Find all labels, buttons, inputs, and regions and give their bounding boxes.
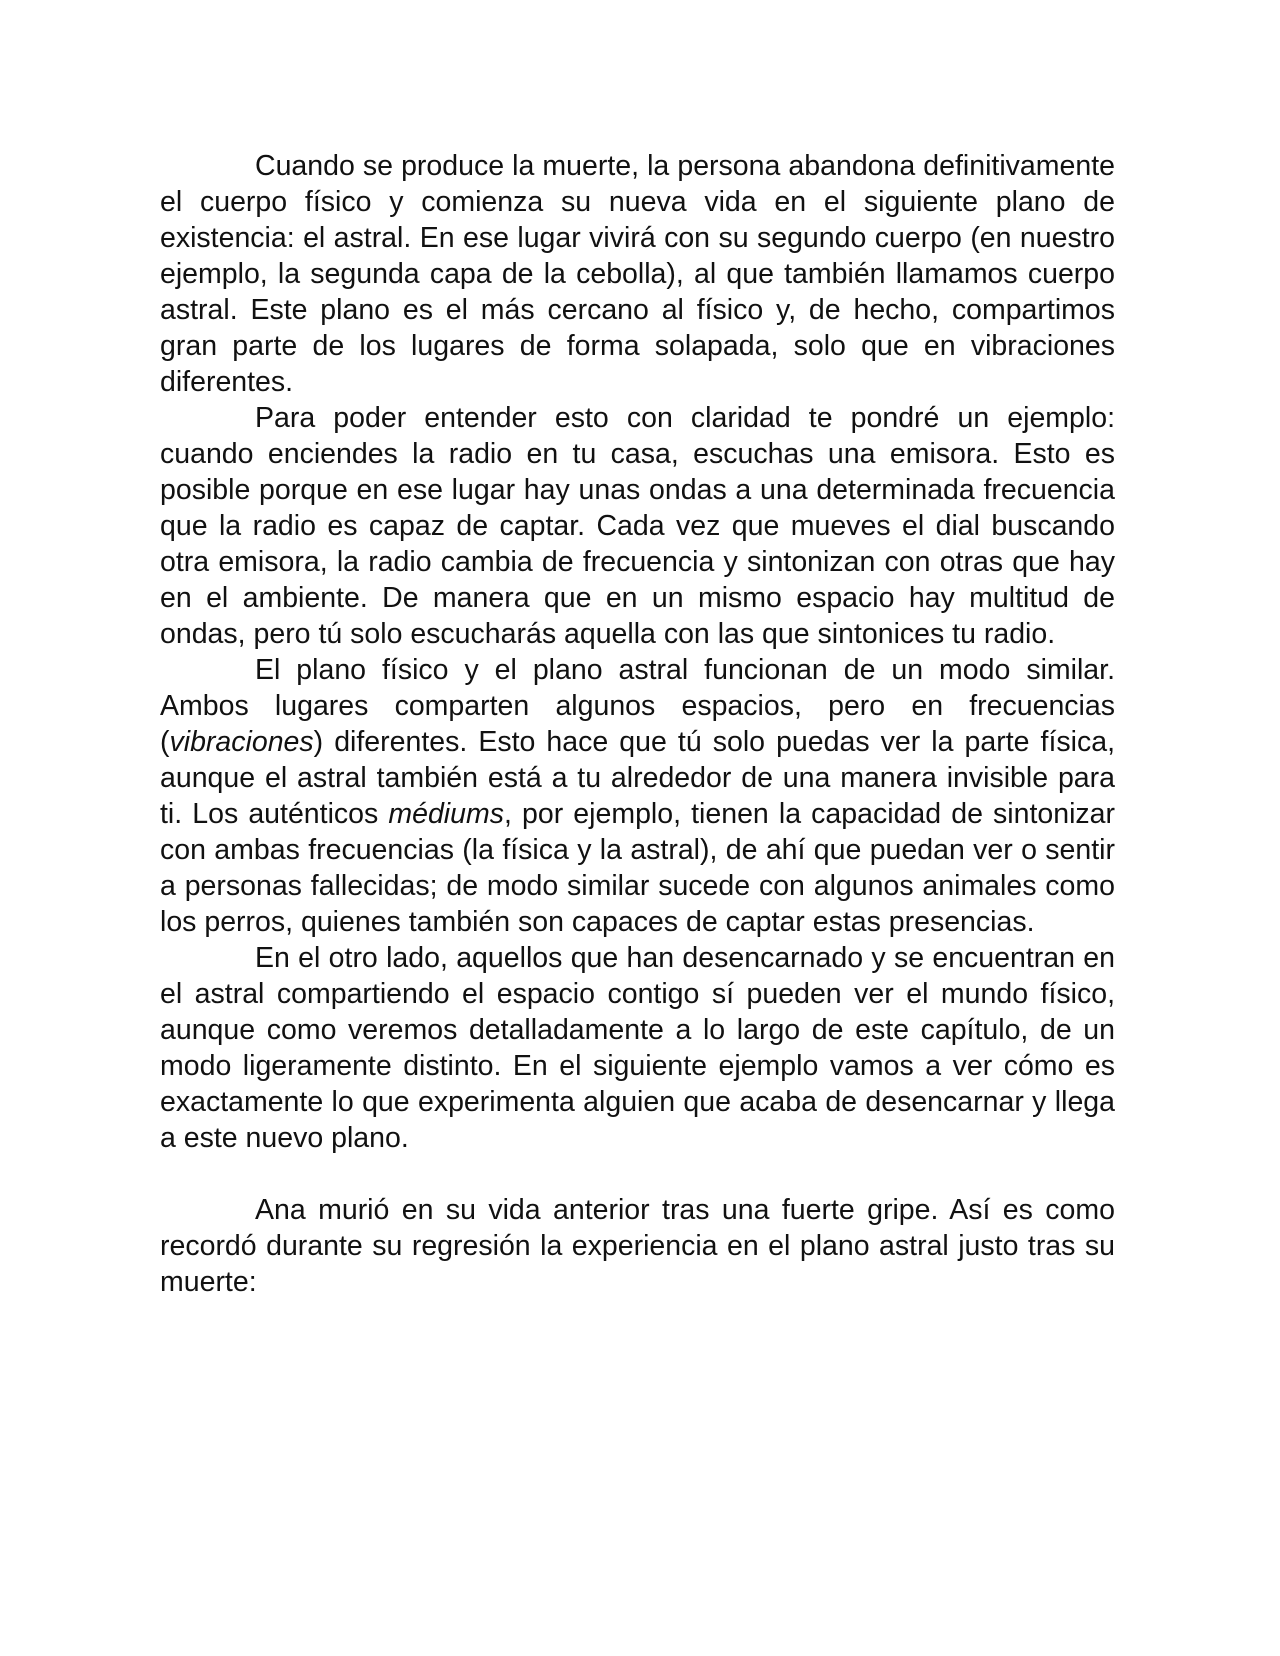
document-page: [160, 148, 1115, 1300]
paragraph-text: Para poder entender esto con claridad te pondré un ejemplo: cuando enciendes la radio en tu casa, escuchas una emisora. Esto es posible porque en ese lugar hay unas ondas a una determinada frecuencia que la radio es capaz de captar. Cada vez que mueves el dial buscando otra emisora, la radio cambia de frecuencia y sintonizan con otras que hay en el ambiente. De manera que en un mismo espacio hay multitud de ondas, pero tú solo escucharás aquella con las que sintonices tu radio.: [160, 402, 1115, 650]
body-paragraph: [160, 652, 1115, 940]
paragraph-text: ) diferentes. Esto hace que tú solo puedas ver la parte física, aunque el astral también está a tu alrededor de una manera invisible para ti. Los auténticos: [160, 726, 1115, 830]
paragraph-text: El plano físico y el plano astral funcionan de un modo similar. Ambos lugares comparten algunos espacios, pero en frecuencias (: [160, 654, 1115, 758]
paragraph-text: Ana murió en su vida anterior tras una fuerte gripe. Así es como recordó durante su regresión la experiencia en el plano astral justo tras su muerte:: [160, 1194, 1115, 1298]
body-paragraph: [160, 148, 1115, 400]
body-paragraph: [160, 940, 1115, 1156]
italic-text: vibraciones: [169, 726, 314, 758]
paragraph-text: En el otro lado, aquellos que han desencarnado y se encuentran en el astral compartiendo el espacio contigo sí pueden ver el mundo físico, aunque como veremos detalladamente a lo largo de este capítulo, de un modo ligeramente distinto. En el siguiente ejemplo vamos a ver cómo es exactamente lo que experimenta alguien que acaba de desencarnar y llega a este nuevo plano.: [160, 942, 1115, 1154]
body-paragraph: [160, 1192, 1115, 1300]
paragraph-text: , por ejemplo, tienen la capacidad de sintonizar con ambas frecuencias (la física y la astral), de ahí que puedan ver o sentir a personas fallecidas; de modo similar sucede con algunos animales como los perros, quienes también son capaces de captar estas presencias.: [160, 798, 1115, 938]
italic-text: médiums: [388, 798, 504, 830]
paragraph-spacer: [160, 1156, 1115, 1192]
body-paragraph: [160, 400, 1115, 652]
paragraph-text: Cuando se produce la muerte, la persona abandona definitivamente el cuerpo físico y comienza su nueva vida en el siguiente plano de existencia: el astral. En ese lugar vivirá con su segundo cuerpo (en nuestro ejemplo, la segunda capa de la cebolla), al que también llamamos cuerpo astral. Este plano es el más cercano al físico y, de hecho, compartimos gran parte de los lugares de forma solapada, solo que en vibraciones diferentes.: [160, 150, 1115, 398]
